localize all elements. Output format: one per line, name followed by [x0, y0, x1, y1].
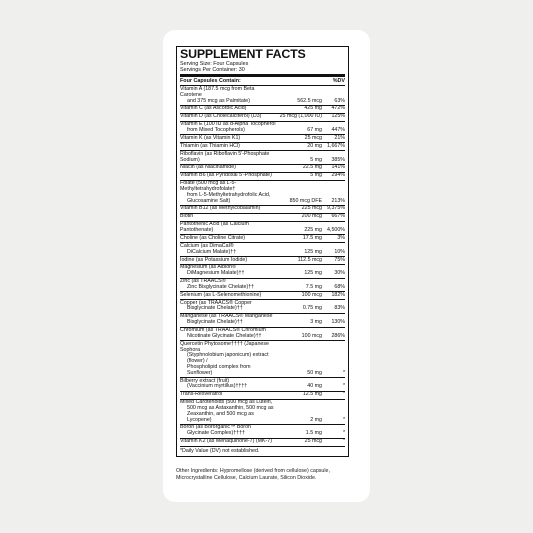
nutrient-dv: *: [342, 438, 345, 445]
nutrient-name-line: from L-5-Methyltetrahydrofolic Acid,: [187, 191, 271, 198]
nutrient-name: [180, 379, 276, 391]
nutrient-name-line: Quercetin Phytosome†††† (Japanese Sophora: [180, 340, 269, 353]
nutrient-name-line: Zinc (as TRAACS®: [180, 278, 226, 285]
nutrient-amount: 200 mcg: [301, 213, 322, 220]
nutrient-dv: 10%: [334, 248, 345, 255]
nutrient-amount: 562.5 mcg: [297, 97, 322, 104]
nutrient-dv: *: [342, 383, 345, 390]
nutrient-amount: 1.5 mg: [305, 430, 322, 437]
nutrient-name-line: Trans-Resveratrol: [180, 391, 223, 398]
nutrient-amount: 40 mg: [307, 383, 322, 390]
nutrient-list: [180, 87, 345, 447]
nutrient-name-line: Bisglycinate Chelate)††: [187, 319, 243, 326]
nutrient-name: [180, 144, 276, 150]
nutrient-row: [180, 439, 345, 447]
table-header: [180, 77, 345, 85]
nutrient-name: [180, 136, 276, 142]
nutrient-amount: 25 mcg: [304, 134, 322, 141]
nutrient-dv: 9,375%: [327, 205, 345, 212]
nutrient-dv: 472%: [331, 105, 345, 112]
nutrient-name-line: Manganese (as TRAACS® Manganese: [180, 313, 273, 320]
nutrient-name-line: Mixed Carotenoids (500 mcg as Lutein,: [180, 399, 273, 406]
nutrient-name-line: Vitamin B6 (as Pyridoxal 5'-Phosphate): [180, 172, 272, 179]
nutrient-name: [180, 314, 276, 326]
nutrient-name-line: Vitamin E (100 IU as d-Alpha Tocopherol: [180, 121, 276, 128]
nutrient-row: [180, 341, 345, 378]
nutrient-dv: 4,500%: [327, 227, 345, 234]
nutrient-name: [180, 173, 276, 179]
nutrient-amount: 7.5 mg: [305, 283, 322, 290]
header-label: Four Capsules Contain:: [180, 78, 241, 84]
supplement-facts-panel: [176, 46, 349, 457]
nutrient-amount: 850 mcg DFE: [289, 197, 322, 204]
nutrient-dv: 21%: [334, 134, 345, 141]
nutrient-name: [180, 244, 276, 256]
nutrient-name: [180, 222, 276, 234]
nutrient-amount: 67 mg: [307, 127, 322, 134]
nutrient-name-line: Glycinate Complex)††††: [187, 430, 245, 437]
nutrient-dv: 141%: [331, 164, 345, 171]
nutrient-name-line: Biotin: [180, 213, 194, 220]
nutrient-name: [180, 258, 276, 264]
nutrient-dv: 30%: [334, 270, 345, 277]
nutrient-row: [180, 122, 345, 136]
nutrient-dv: 294%: [331, 172, 345, 179]
nutrient-name-line: Selenium (as L-Selenomethionine): [180, 291, 262, 298]
nutrient-dv: 83%: [334, 305, 345, 312]
nutrient-row: [180, 328, 345, 342]
nutrient-row: [180, 292, 345, 300]
nutrient-dv: *: [342, 391, 345, 398]
nutrient-name: [180, 236, 276, 242]
nutrient-dv: *: [342, 416, 345, 423]
nutrient-amount: 22.5 mg: [302, 164, 322, 171]
nutrient-name-line: Vitamin K2 (as Menaquinone-7) (MK-7): [180, 438, 273, 445]
nutrient-name: [180, 106, 276, 112]
nutrient-dv: 213%: [331, 197, 345, 204]
nutrient-amount: 0.75 mg: [302, 305, 322, 312]
nutrient-name: [180, 439, 276, 445]
nutrient-dv: 667%: [331, 213, 345, 220]
nutrient-name-line: and 375 mcg as Palmitate): [187, 97, 251, 104]
nutrient-row: [180, 243, 345, 257]
nutrient-row: [180, 425, 345, 439]
nutrient-dv: *: [342, 430, 345, 437]
nutrient-name-line: Boron (as Bororganic™ Boron: [180, 424, 251, 431]
nutrient-name-line: Vitamin D (as Cholecalciferol) (D3): [180, 113, 262, 120]
nutrient-name-line: Nicotinate Glycinate Chelate)††: [187, 332, 262, 339]
nutrient-name-line: Bisglycinate Chelate)††: [187, 305, 243, 312]
nutrient-name-line: Chromium (as TRAACS® Chromium: [180, 327, 266, 334]
nutrient-name: [180, 400, 276, 423]
nutrient-name-line: Bilberry extract (fruit): [180, 377, 230, 384]
nutrient-name: [180, 165, 276, 171]
nutrient-amount: 225 mg: [304, 227, 322, 234]
nutrient-dv: 182%: [331, 291, 345, 298]
nutrient-name: [180, 181, 276, 204]
nutrient-name-line: Glucosamine Salt): [187, 197, 231, 204]
nutrient-name: [180, 206, 276, 212]
nutrient-name: [180, 392, 276, 398]
nutrient-name-line: from Mixed Tocopherols): [187, 127, 245, 134]
nutrient-amount: 225 mcg: [301, 205, 322, 212]
nutrient-name: [180, 214, 276, 220]
nutrient-amount: 125 mg: [304, 270, 322, 277]
nutrient-name-line: Vitamin A (187.5 mcg from Beta Carotene: [180, 86, 255, 98]
nutrient-dv: 447%: [331, 127, 345, 134]
nutrient-name-line: (Styphnolobium japonicum) extract (flower) /: [187, 352, 269, 365]
nutrient-amount: 50 mg: [307, 369, 322, 376]
nutrient-row: [180, 181, 345, 206]
nutrient-dv: 3%: [337, 234, 345, 241]
nutrient-name-line: (Vaccinium myrtillus)††††: [187, 383, 248, 390]
nutrient-name-line: Niacin (as Niacinamide): [180, 164, 236, 171]
nutrient-dv: 385%: [331, 156, 345, 163]
nutrient-name: [180, 342, 276, 377]
nutrient-name-line: Riboflavin (as Riboflavin 5'-Phosphate Sodium): [180, 150, 270, 163]
nutrient-name-line: Phospholipid complex from Sunflower): [187, 363, 251, 376]
nutrient-amount: 5 mg: [310, 156, 322, 163]
other-ingredients: Other Ingredients: Hypromellose (derived from cellulose) capsule, Microcrystalline Cellulose, Calcium Laurate, Silicon Dioxide.: [176, 468, 330, 481]
nutrient-row: [180, 400, 345, 425]
nutrient-amount: 12.5 mg: [302, 391, 322, 398]
nutrient-dv: 1,667%: [327, 142, 345, 149]
nutrient-row: [180, 265, 345, 279]
nutrient-name-line: 500 mcg as Astaxanthin, 500 mcg as: [187, 405, 274, 411]
nutrient-amount: 25 mcg (1,000 IU): [279, 113, 322, 120]
nutrient-name: [180, 114, 276, 120]
nutrient-dv: 125%: [331, 113, 345, 120]
nutrient-row: [180, 222, 345, 236]
nutrient-amount: 5 mg: [310, 172, 322, 179]
nutrient-name-line: Copper (as TRAACS® Copper: [180, 299, 252, 306]
nutrient-row: [180, 378, 345, 392]
nutrient-name: [180, 87, 276, 104]
nutrient-amount: 112.5 mcg: [297, 256, 322, 263]
footnote: *Daily Value (DV) not established.: [180, 447, 260, 454]
nutrient-name-line: DiCalcium Malate)††: [187, 248, 237, 255]
nutrient-name-line: Zeaxanthin, and 500 mcg as Lycopene): [187, 410, 254, 423]
nutrient-amount: 20 mg: [307, 142, 322, 149]
nutrient-name: [180, 425, 276, 437]
nutrient-name-line: Vitamin B12 (as Methylcobalamin): [180, 205, 261, 212]
nutrient-name: [180, 328, 276, 340]
panel-title: SUPPLEMENT FACTS: [180, 47, 306, 61]
servings-per-container: Servings Per Container: 30: [180, 67, 245, 73]
nutrient-row: [180, 314, 345, 328]
nutrient-name: [180, 265, 276, 277]
nutrient-name-line: Vitamin C (as Ascorbic Acid): [180, 105, 247, 112]
nutrient-name: [180, 122, 276, 134]
nutrient-row: [180, 151, 345, 165]
nutrient-name-line: Pantothenic Acid (as Calcium Pantothenate): [180, 221, 249, 234]
nutrient-row: [180, 87, 345, 106]
nutrient-dv: 286%: [331, 332, 345, 339]
header-dv: %DV: [332, 78, 345, 84]
nutrient-amount: 100 mcg: [301, 291, 322, 298]
nutrient-dv: *: [342, 369, 345, 376]
nutrient-name: [180, 279, 276, 291]
nutrient-amount: 17.5 mg: [302, 234, 322, 241]
nutrient-row: [180, 300, 345, 314]
nutrient-name-line: Vitamin K (as Vitamin K1): [180, 134, 241, 141]
nutrient-name: [180, 152, 276, 164]
nutrient-amount: 2 mg: [310, 416, 322, 423]
serving-size: Serving Size: Four Capsules: [180, 61, 249, 67]
nutrient-dv: 75%: [334, 256, 345, 263]
nutrient-dv: 63%: [334, 97, 345, 104]
nutrient-dv: 68%: [334, 283, 345, 290]
nutrient-name-line: Calcium (as DimaCal®: [180, 242, 234, 249]
nutrient-name-line: Zinc Bisglycinate Chelate)††: [187, 283, 255, 290]
nutrient-row: [180, 279, 345, 293]
nutrient-name-line: DiMagnesium Malate)††: [187, 270, 245, 277]
nutrient-name-line: Folate (500 mcg as L-5-Methyltetrahydrofolate†: [180, 180, 237, 192]
nutrient-amount: 100 mcg: [301, 332, 322, 339]
nutrient-name-line: Iodine (as Potassium Iodide): [180, 256, 248, 263]
nutrient-amount: 425 mg: [304, 105, 322, 112]
nutrient-name: [180, 293, 276, 299]
nutrient-name-line: Magnesium (as Albion®: [180, 264, 237, 271]
nutrient-amount: 25 mcg: [304, 438, 322, 445]
nutrient-name-line: Thiamin (as Thiamin HCl): [180, 142, 240, 149]
nutrient-amount: 125 mg: [304, 248, 322, 255]
nutrient-dv: 130%: [331, 319, 345, 326]
nutrient-name: [180, 301, 276, 313]
nutrient-name-line: Choline (as Choline Citrate): [180, 234, 246, 241]
nutrient-amount: 3 mg: [310, 319, 322, 326]
